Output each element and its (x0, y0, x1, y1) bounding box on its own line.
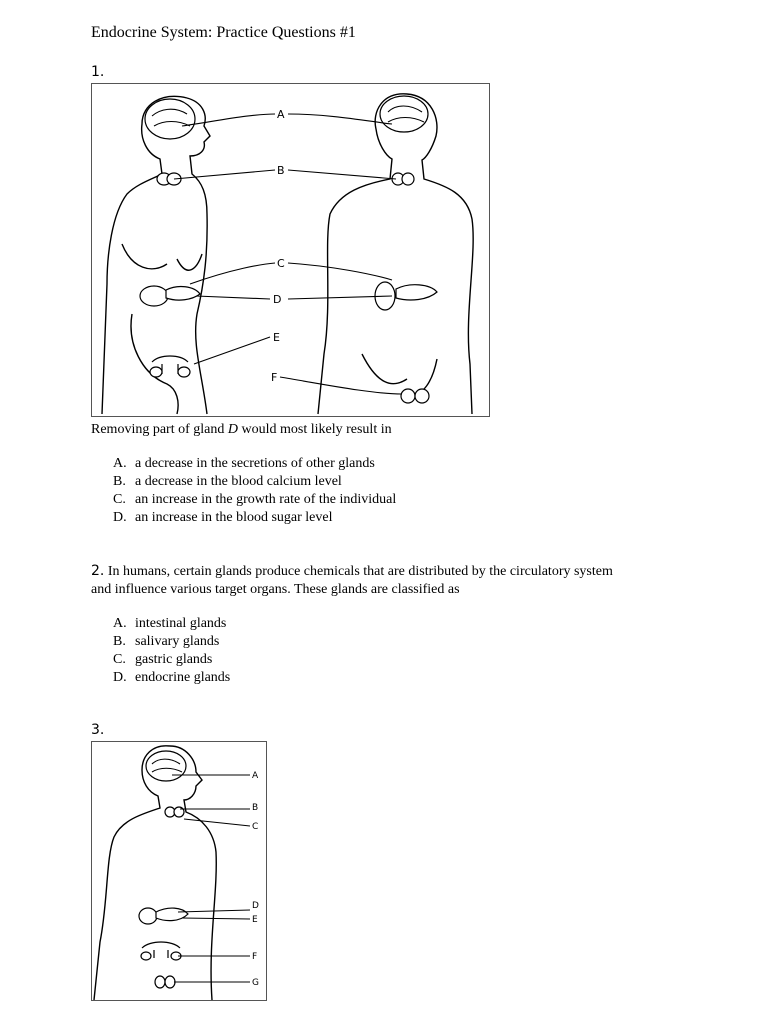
brain-icon (146, 751, 186, 781)
female-pancreas-adrenal-icon (140, 286, 200, 306)
figure-1-label-f: F (271, 371, 278, 384)
question-1-choice-a[interactable]: A. a decrease in the secretions of other glands (113, 456, 375, 471)
question-1-choices (113, 455, 396, 527)
question-3-number: 3. (91, 722, 105, 738)
female-brain-icon (145, 99, 195, 139)
question-3-figure (91, 741, 267, 1001)
figure-3-label-e: E (252, 915, 258, 925)
question-2-choice-c[interactable]: C. gastric glands (113, 652, 213, 667)
question-1-choice-b[interactable]: B. a decrease in the blood calcium level (113, 474, 342, 489)
question-1-stem: Removing part of gland D would most likely result in (91, 422, 392, 437)
figure-3-label-f: F (252, 952, 258, 962)
male-testes-icon (401, 389, 429, 403)
question-1-number: 1. (91, 64, 105, 80)
figure-3-label-g: G (252, 978, 259, 988)
figure-3-label-d: D (252, 901, 259, 911)
female-body-outline (102, 96, 210, 414)
figure-1-label-b: B (277, 164, 285, 177)
question-2-choice-d[interactable]: D. endocrine glands (113, 670, 231, 685)
testes-icon (155, 976, 175, 988)
male-brain-icon (380, 96, 428, 132)
adrenal-pancreas-icon (139, 908, 188, 924)
question-1-choice-d[interactable]: D. an increase in the blood sugar level (113, 510, 333, 525)
question-2-choices (113, 615, 230, 687)
female-ovaries-icon (150, 356, 190, 377)
question-1-figure (91, 83, 490, 417)
question-2-number: 2. (91, 563, 105, 579)
figure-1-label-d: D (273, 293, 282, 306)
body-outline (94, 746, 216, 1000)
figure-1-label-c: C (277, 257, 285, 270)
endocrine-diagram-single (92, 742, 266, 1000)
endocrine-diagram-female-male (92, 84, 489, 416)
male-body-outline (318, 94, 473, 414)
ovaries-icon (141, 942, 181, 960)
page-title: Endocrine System: Practice Questions #1 (91, 24, 356, 41)
leader-lines (174, 114, 402, 394)
gland-letter: D (227, 422, 238, 437)
question-2-stem: 2. In humans, certain glands produce chemicals that are distributed by the circulatory system and influence various target organs. These glands are classified as (91, 563, 613, 597)
question-2-choice-b[interactable]: B. salivary glands (113, 634, 220, 649)
figure-1-label-e: E (273, 331, 280, 344)
question-2-choice-a[interactable]: A. intestinal glands (113, 616, 227, 631)
question-1-choice-c[interactable]: C. an increase in the growth rate of the individual (113, 492, 397, 507)
figure-3-label-a: A (252, 771, 259, 781)
figure-3-label-b: B (252, 803, 259, 813)
figure-3-label-c: C (252, 822, 259, 832)
figure-1-label-a: A (277, 108, 285, 121)
